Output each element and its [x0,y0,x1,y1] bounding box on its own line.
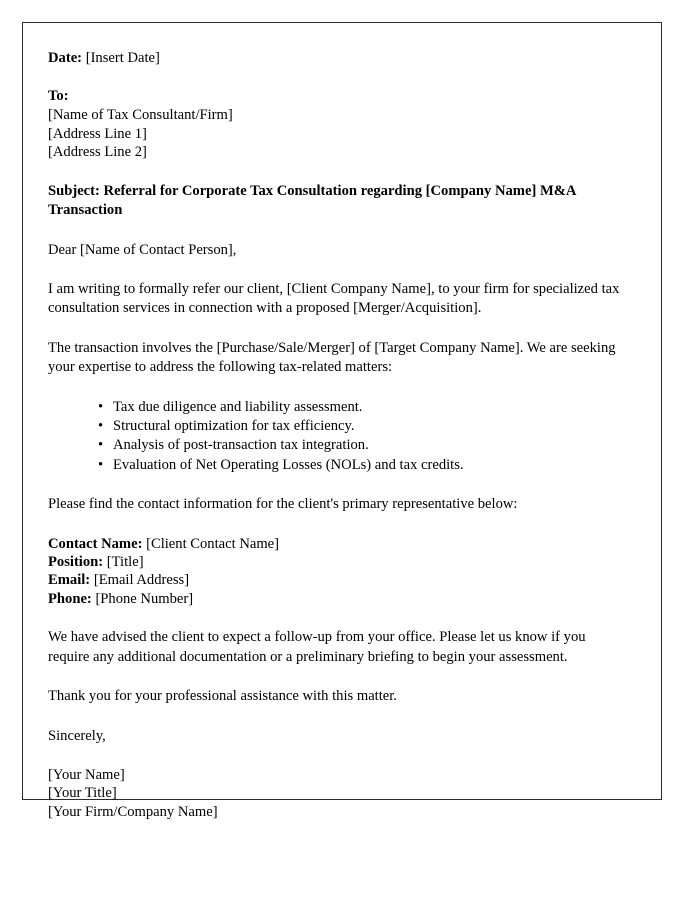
contact-position-value: [Title] [106,554,144,571]
contact-name-value: [Client Contact Name] [146,535,280,552]
recipient-label: To: [48,88,69,104]
recipient-line-3: [Address Line 2] [48,144,147,161]
list-item: • Evaluation of Net Operating Losses (NOLs) and tax credits. [98,456,631,475]
subject-line: Subject: Referral for Corporate Tax Consultation regarding [Company Name] M&A Transaction [48,182,576,219]
letter-body [23,23,661,821]
spacer [48,515,631,535]
contact-position-row [48,553,631,571]
spacer [48,221,631,241]
contact-details-block [48,535,631,609]
signature-title: [Your Title] [48,785,117,802]
paragraph-thanks: Thank you for your professional assistance with this matter. [48,688,397,705]
signature-name: [Your Name] [48,766,125,783]
contact-name-row [48,535,631,553]
contact-email-label: Email: [48,572,91,589]
list-item: • Analysis of post-transaction tax integration. [98,436,631,455]
spacer [48,746,631,766]
contact-position-label: Position: [48,554,104,571]
paragraph-followup: We have advised the client to expect a follow-up from your office. Please let us know if you require any additional documentation or a preliminary briefing to begin your assessment. [48,629,586,665]
document-page-border [22,22,662,820]
contact-name-label: Contact Name: [48,535,143,552]
list-item: • Tax due diligence and liability assessment. [98,398,631,417]
contact-phone-value: [Phone Number] [95,590,194,607]
contact-email-value: [Email Address] [93,572,190,589]
signature-company: [Your Firm/Company Name] [48,803,218,820]
paragraph-intro: I am writing to formally refer our client, [Client Company Name], to your firm for specialized tax consultation services in connection with a proposed [Merger/Acquisition]. [48,281,620,317]
spacer [48,475,631,495]
spacer [48,319,631,339]
recipient-line-2: [Address Line 1] [48,125,147,142]
tax-matters-list [48,398,631,476]
spacer [48,608,631,628]
paragraph-contact-intro: Please find the contact information for the client's primary representative below: [48,496,518,513]
spacer [48,667,631,687]
list-item: • Structural optimization for tax efficiency. [98,417,631,436]
spacer [48,68,631,87]
recipient-line-1: [Name of Tax Consultant/Firm] [48,107,233,123]
spacer [48,162,631,182]
closing-salutation: Sincerely, [48,727,106,744]
contact-phone-label: Phone: [48,590,92,607]
spacer [48,707,631,727]
contact-email-row [48,571,631,589]
date-label: Date: [48,50,83,66]
spacer [48,378,631,398]
signature-block [48,766,631,821]
salutation: Dear [Name of Contact Person], [48,241,237,258]
spacer [48,260,631,280]
date-line [48,49,631,68]
paragraph-transaction: The transaction involves the [Purchase/Sale/Merger] of [Target Company Name]. We are seeking your expertise to address the following tax-related matters: [48,339,616,376]
date-value: [Insert Date] [85,50,160,66]
contact-phone-row [48,590,631,608]
